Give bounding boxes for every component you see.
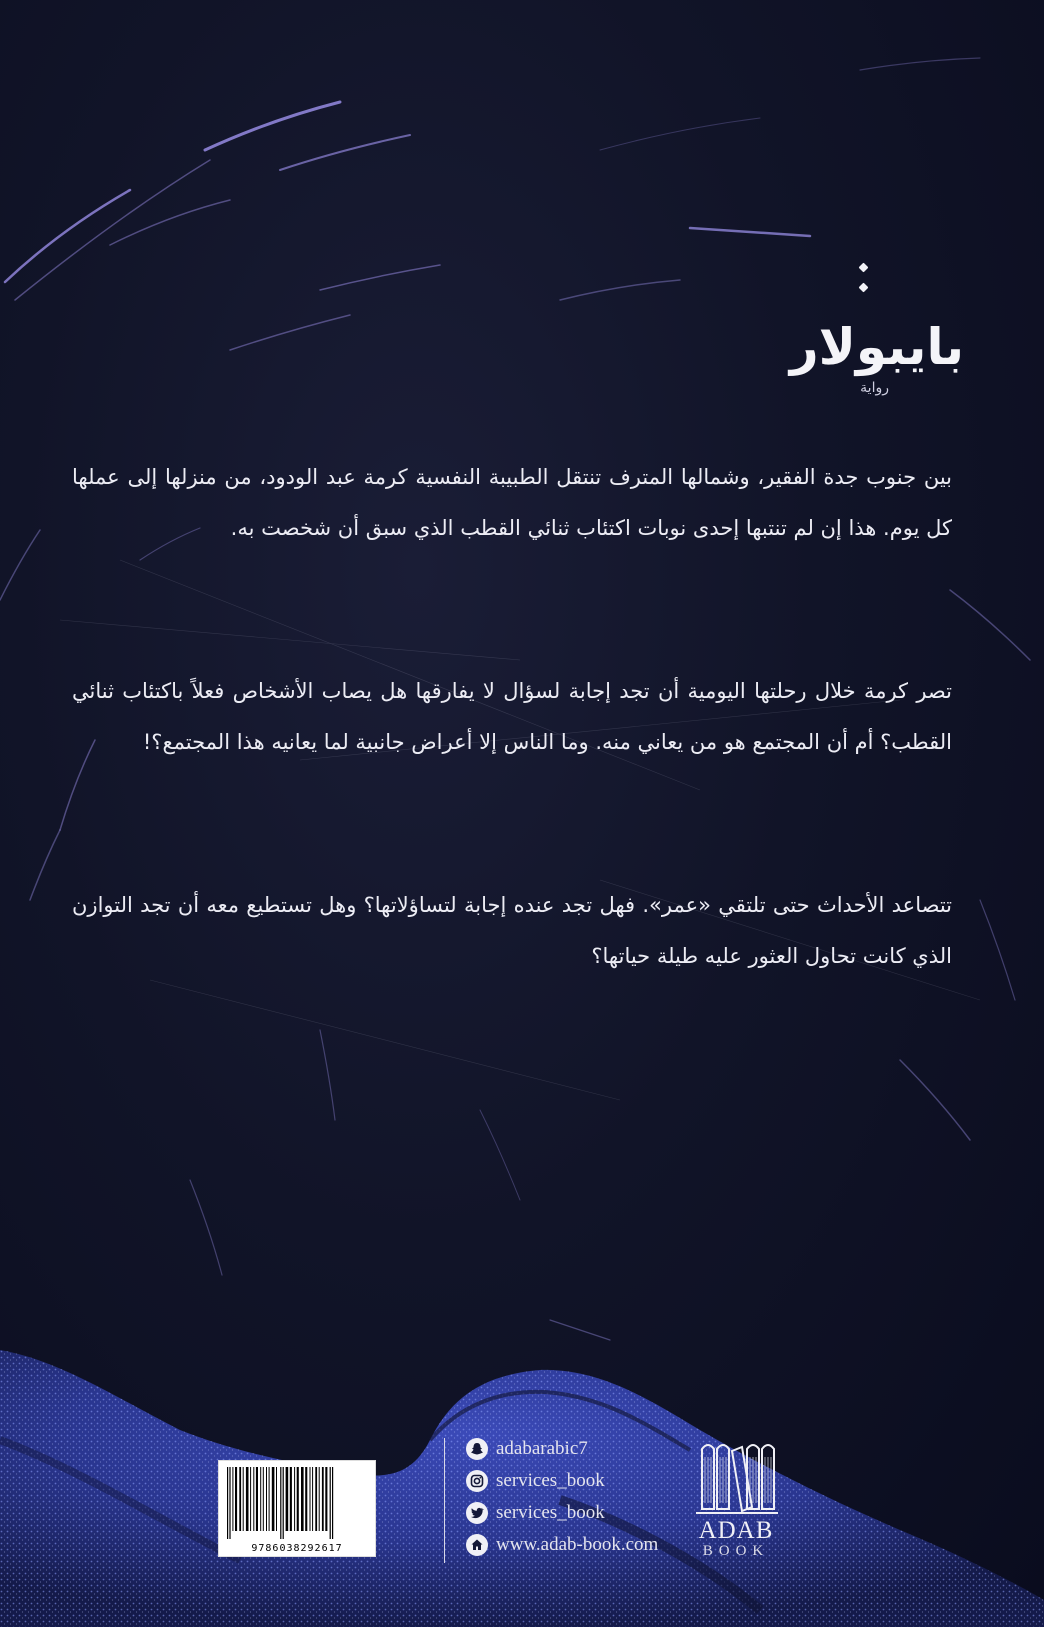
instagram-icon <box>466 1470 488 1492</box>
barcode-bar <box>290 1467 292 1531</box>
publisher-sub: BOOK <box>702 1543 770 1559</box>
barcode-bar <box>301 1467 304 1531</box>
barcode-bar <box>229 1467 230 1539</box>
barcode-bar <box>283 1467 284 1539</box>
barcode-bar <box>253 1467 254 1531</box>
title-dots-ornament <box>844 262 884 302</box>
social-twitter[interactable] <box>466 1497 686 1529</box>
blurb-paragraph-1: بين جنوب جدة الفقير، وشمالها المترف تنتقل الطبيبة النفسية كرمة عبد الودود، من منزلها إلى عملها كل يوم. هذا إن لم تنتبها إحدى نوبات اكتئاب ثنائي القطب الذي سبق أن شخصت به. <box>72 465 952 540</box>
barcode-bar <box>227 1467 228 1539</box>
barcode-bar <box>272 1467 275 1531</box>
snapchat-icon <box>466 1438 488 1460</box>
isbn-barcode <box>218 1460 376 1557</box>
publisher-name: ADAB <box>698 1517 774 1544</box>
book-title: بايبولار <box>789 318 964 376</box>
blurb-paragraph-2: تصر كرمة خلال رحلتها اليومية أن تجد إجابة لسؤال لا يفارقها هل يصاب الأشخاص فعلاً باكتئاب ثنائي القطب؟ أم أن المجتمع هو من يعاني منه. وما الناس إلا أعراض جانبية لما يعانيه هذا المجتمع؟! <box>72 679 952 754</box>
instagram-handle: services_book <box>496 1470 605 1491</box>
barcode-bar <box>269 1467 270 1531</box>
barcode-bar <box>310 1467 311 1531</box>
barcode-bar <box>280 1467 281 1539</box>
twitter-handle: services_book <box>496 1502 605 1523</box>
publisher-logo <box>690 1437 782 1567</box>
twitter-icon <box>466 1502 488 1524</box>
barcode-bar <box>250 1467 251 1531</box>
social-instagram[interactable] <box>466 1465 686 1497</box>
barcode-bar <box>319 1467 320 1531</box>
snapchat-handle: adabarabic7 <box>496 1438 588 1459</box>
barcode-bar <box>305 1467 307 1531</box>
social-snapchat[interactable] <box>466 1433 686 1465</box>
barcode-bar <box>260 1467 261 1531</box>
barcode-bar <box>232 1467 233 1531</box>
barcode-bar <box>330 1467 331 1539</box>
barcode-bar <box>276 1467 277 1531</box>
barcode-bar <box>235 1467 237 1531</box>
barcode-bar <box>263 1467 264 1531</box>
website-url: www.adab-book.com <box>496 1534 659 1555</box>
barcode-bar <box>256 1467 258 1531</box>
barcode-bar <box>315 1467 317 1531</box>
barcode-bars <box>225 1467 369 1539</box>
barcode-bar <box>297 1467 299 1531</box>
barcode-bar <box>246 1467 249 1531</box>
barcode-bar <box>286 1467 289 1531</box>
barcode-bar <box>243 1467 244 1531</box>
barcode-bar <box>294 1467 295 1531</box>
book-shelf-icon <box>690 1437 782 1517</box>
barcode-bar <box>332 1467 333 1539</box>
barcode-bar <box>322 1467 324 1531</box>
social-links <box>466 1433 686 1561</box>
barcode-bar <box>266 1467 267 1531</box>
book-genre: رواية <box>860 380 889 396</box>
barcode-bar <box>325 1467 327 1531</box>
blurb-paragraph-3: تتصاعد الأحداث حتى تلتقي «عمر». فهل تجد عنده إجابة لتساؤلاتها؟ وهل تستطيع معه أن تجد التوازن الذي كانت تحاول العثور عليه طيلة حياتها؟ <box>72 893 952 968</box>
barcode-bar <box>239 1467 241 1531</box>
home-icon <box>466 1534 488 1556</box>
isbn-number: 9786038292617 <box>251 1543 343 1554</box>
footer-divider <box>444 1438 445 1563</box>
barcode-bar <box>312 1467 313 1531</box>
social-website[interactable] <box>466 1529 686 1561</box>
